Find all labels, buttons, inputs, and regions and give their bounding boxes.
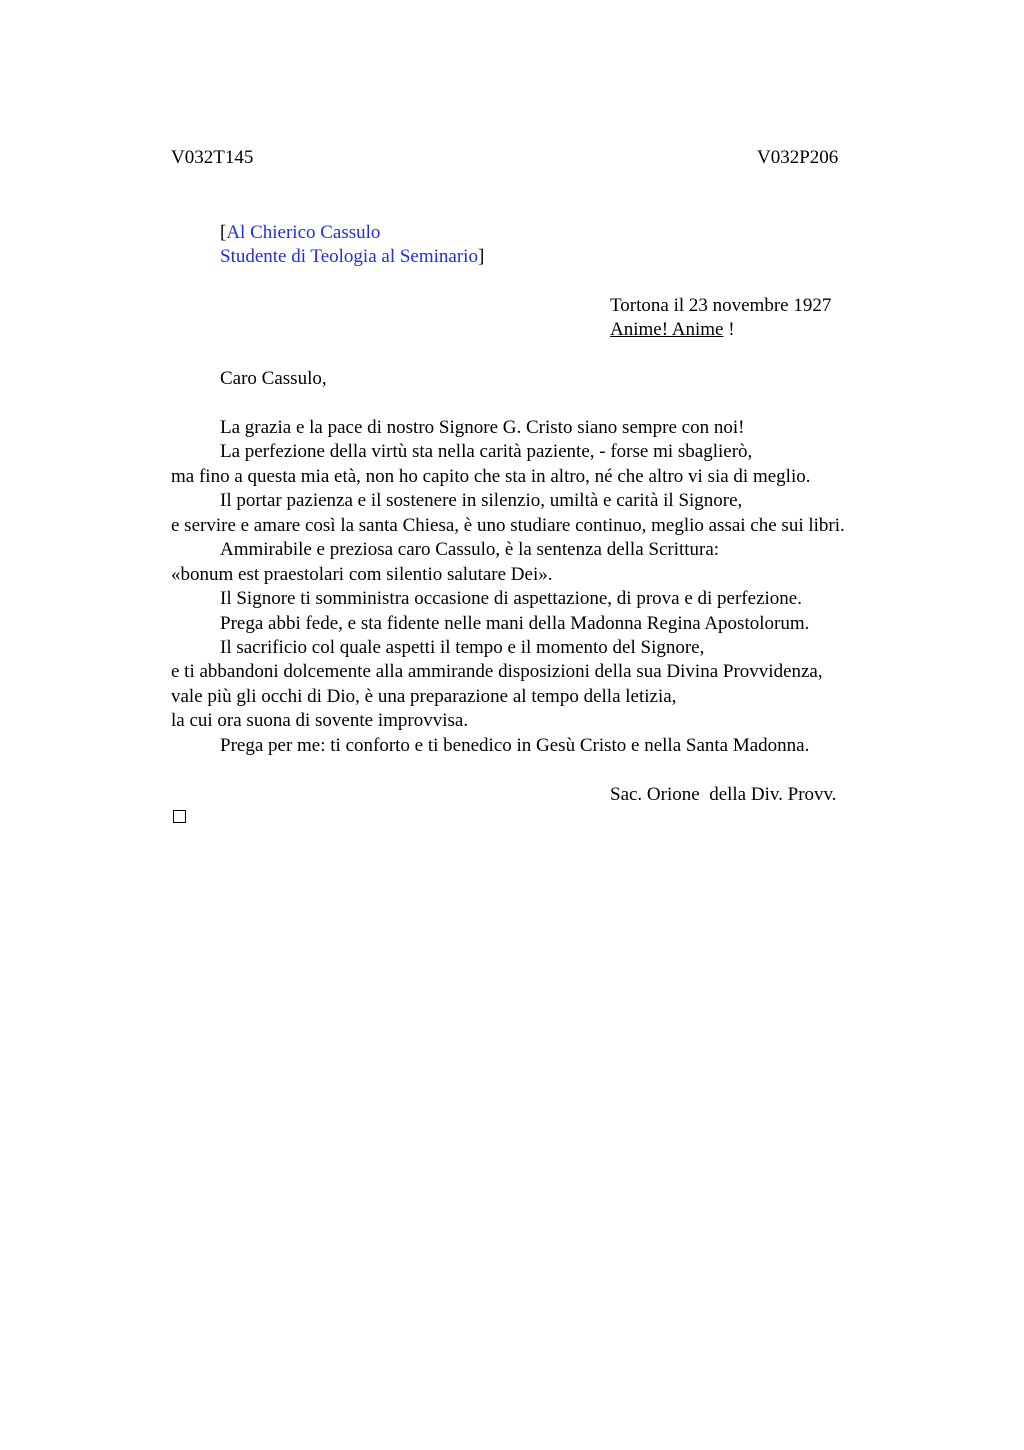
body-line: Prega abbi fede, e sta fidente nelle mani della Madonna Regina Apostolorum. (220, 613, 810, 634)
body-line: ma fino a questa mia età, non ho capito che sta in altro, né che altro vi sia di meglio. (171, 466, 811, 487)
motto-text: Anime! Anime (610, 319, 724, 340)
open-bracket: [ (220, 222, 227, 243)
left-code: V032T145 (171, 147, 254, 168)
place-date: Tortona il 23 novembre 1927 (610, 295, 832, 316)
body-line: La perfezione della virtù sta nella carità paziente, - forse mi sbaglierò, (220, 441, 753, 462)
body-line: Il sacrificio col quale aspetti il tempo e il momento del Signore, (220, 637, 705, 658)
body-line: Ammirabile e preziosa caro Cassulo, è la sentenza della Scrittura: (220, 539, 720, 560)
body-line: vale più gli occhi di Dio, è una preparazione al tempo della letizia, (171, 686, 677, 707)
body-line: Il Signore ti somministra occasione di aspettazione, di prova e di perfezione. (220, 588, 802, 609)
salutation: Caro Cassulo, (220, 368, 327, 389)
right-code: V032P206 (757, 147, 839, 168)
body-line: e servire e amare così la santa Chiesa, è uno studiare continuo, meglio assai che sui libri. (171, 515, 845, 536)
motto-suffix: ! (723, 319, 735, 340)
signature: Sac. Orione della Div. Provv. (610, 784, 837, 805)
recipient-line-1 (220, 221, 380, 245)
recipient-name: Al Chierico Cassulo (226, 222, 381, 243)
body-line: La grazia e la pace di nostro Signore G. Cristo siano sempre con noi! (220, 417, 745, 438)
body-line: la cui ora suona di sovente improvvisa. (171, 710, 469, 731)
body-line: e ti abbandoni dolcemente alla ammirande disposizioni della sua Divina Provvidenza, (171, 661, 823, 682)
recipient-line-2 (220, 245, 484, 269)
motto (610, 318, 735, 342)
body-line: «bonum est praestolari com silentio salutare Dei». (171, 564, 553, 585)
end-marker-box (173, 810, 186, 823)
close-bracket: ] (477, 246, 485, 267)
recipient-title: Studente di Teologia al Seminario (220, 246, 478, 267)
body-line: Prega per me: ti conforto e ti benedico in Gesù Cristo e nella Santa Madonna. (220, 735, 810, 756)
body-line: Il portar pazienza e il sostenere in silenzio, umiltà e carità il Signore, (220, 490, 743, 511)
